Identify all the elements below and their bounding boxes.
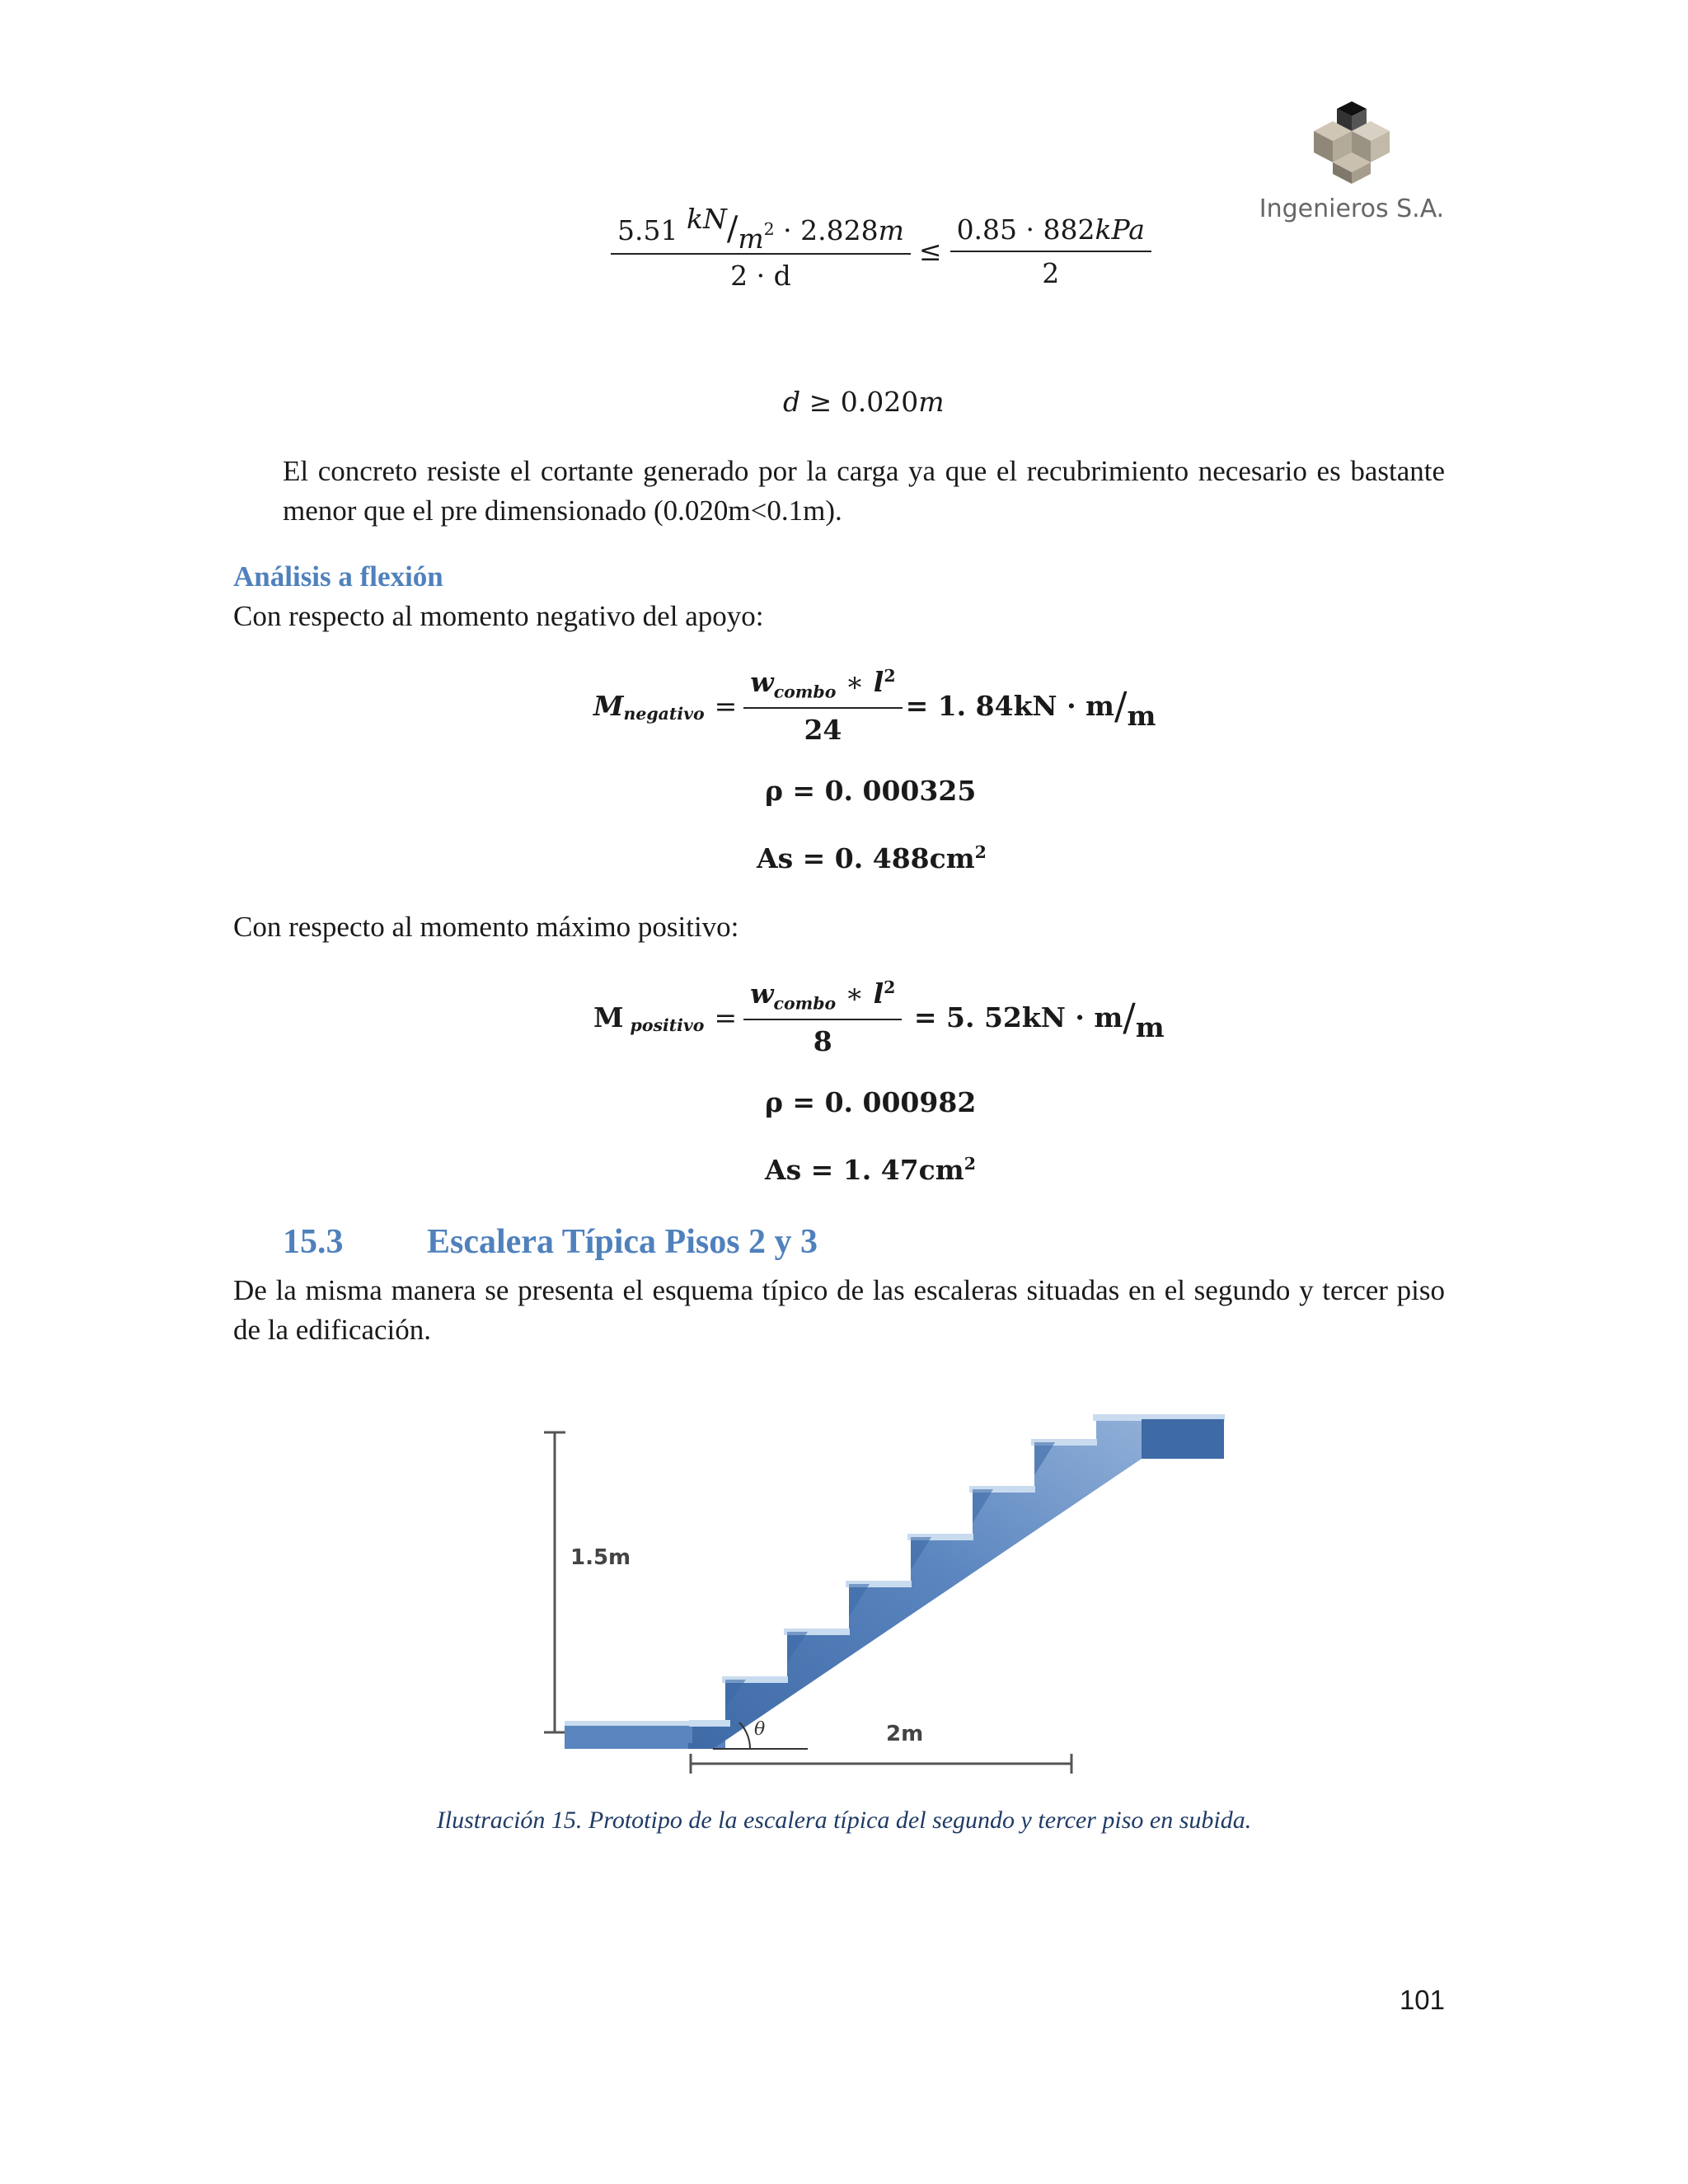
equation-rho-2: ρ = 0. 000982 (765, 1086, 977, 1118)
eq1-coef: 5.51 (617, 214, 678, 246)
eq1-lhs-den: 2 · d (611, 253, 911, 292)
as2-text: As = 1. 47cm (765, 1154, 964, 1186)
eqpos-l-exp: 2 (884, 977, 896, 997)
eq1-rhs-unit: kPa (1095, 213, 1145, 246)
eqneg-l: l (873, 666, 884, 698)
width-label: 2m (886, 1722, 924, 1746)
company-logo (1257, 95, 1447, 223)
eqneg-w-sub: combo (773, 682, 837, 702)
eqpos-result: = 5. 52kN · m (913, 1001, 1123, 1033)
equation-d-result (783, 386, 945, 418)
eqneg-sub: negativo (623, 704, 705, 724)
angle-label: θ (754, 1719, 766, 1740)
eq2-rest: ≥ 0.020 (809, 386, 919, 418)
cube-logo-icon (1257, 95, 1447, 185)
eq1-unit-top: kN (686, 203, 727, 235)
eqpos-unit: m (1135, 1010, 1165, 1043)
eqpos-w: w (750, 977, 774, 1010)
eq1-operator: ≤ (918, 235, 942, 267)
section-title: Escalera Típica Pisos 2 y 3 (427, 1223, 818, 1261)
equation-shear (614, 203, 1148, 292)
equation-as-2 (765, 1154, 976, 1186)
eq1-tail: · 2.828 (783, 214, 879, 246)
as2-exp: 2 (964, 1154, 976, 1174)
heading-flexion: Análisis a flexión (233, 560, 443, 593)
company-name: Ingenieros S.A. (1259, 194, 1445, 223)
eq1-rhs-num: 0.85 · 882 (956, 213, 1095, 246)
eqpos-sub: positivo (630, 1015, 705, 1036)
eq1-unit-bottom: m (738, 223, 764, 255)
eq1-rhs-fraction (954, 213, 1148, 289)
equation-positive-moment (593, 977, 1165, 1057)
eqneg-w: w (750, 666, 774, 698)
eqneg-fraction (747, 666, 898, 746)
eqpos-star: ∗ (845, 977, 865, 1010)
section-number: 15.3 (283, 1223, 344, 1261)
eqpos-fraction (747, 977, 898, 1057)
eqneg-unit: m (1127, 699, 1156, 732)
figure-caption: Ilustración 15. Prototipo de la escalera típica del segundo y tercer piso en subida. (436, 1807, 1252, 1834)
eqpos-l: l (873, 977, 884, 1010)
eq1-rhs-den: 2 (950, 251, 1151, 289)
equation-rho-1: ρ = 0. 000325 (765, 775, 977, 807)
eqpos-den: 8 (743, 1019, 902, 1057)
text-negative-moment: Con respecto al momento negativo del apoyo: (233, 600, 764, 632)
eq2-var: d (783, 386, 801, 418)
paragraph-section-153: De la misma manera se presenta el esquema típico de las escaleras situadas en el segundo y tercer piso de la edificación. (233, 1274, 1445, 1346)
eqpos-m: M (593, 1001, 624, 1033)
eqneg-star: ∗ (845, 666, 865, 698)
eq1-lhs-fraction: $\frac{5.51 kN/m^2 \cdot 2.828m}{2 \cdot d}$ (614, 210, 907, 292)
eqpos-w-sub: combo (773, 993, 837, 1014)
height-label: 1.5m (570, 1545, 631, 1570)
eq1-tail-unit: m (878, 214, 904, 246)
stair-diagram (528, 1401, 1278, 1788)
page-number: 101 (1399, 1985, 1445, 2015)
equation-negative-moment (593, 666, 1156, 746)
eqneg-slash: / (1114, 683, 1128, 729)
as1-text: As = 0. 488cm (757, 842, 975, 874)
text-positive-moment: Con respecto al momento máximo positivo: (233, 911, 739, 943)
eq2-unit: m (918, 386, 945, 418)
eqneg-result: = 1. 84kN · m (905, 689, 1114, 722)
eqpos-eq: = (714, 1001, 738, 1033)
eqneg-eq: = (714, 689, 738, 722)
eqpos-slash: / (1123, 995, 1136, 1040)
as1-exp: 2 (974, 842, 987, 862)
eqneg-l-exp: 2 (884, 666, 896, 686)
eqneg-den: 24 (743, 707, 902, 746)
eqneg-m: M (593, 689, 624, 722)
equation-as-1 (757, 842, 987, 874)
eq1-unit-exp: 2 (763, 219, 775, 239)
stair-figure (528, 1401, 1278, 1788)
paragraph-shear-conclusion: El concreto resiste el cortante generado por la carga ya que el recubrimiento necesario es bastante menor que el pre dimensionado (0.020m<0.1m). (283, 455, 1445, 527)
